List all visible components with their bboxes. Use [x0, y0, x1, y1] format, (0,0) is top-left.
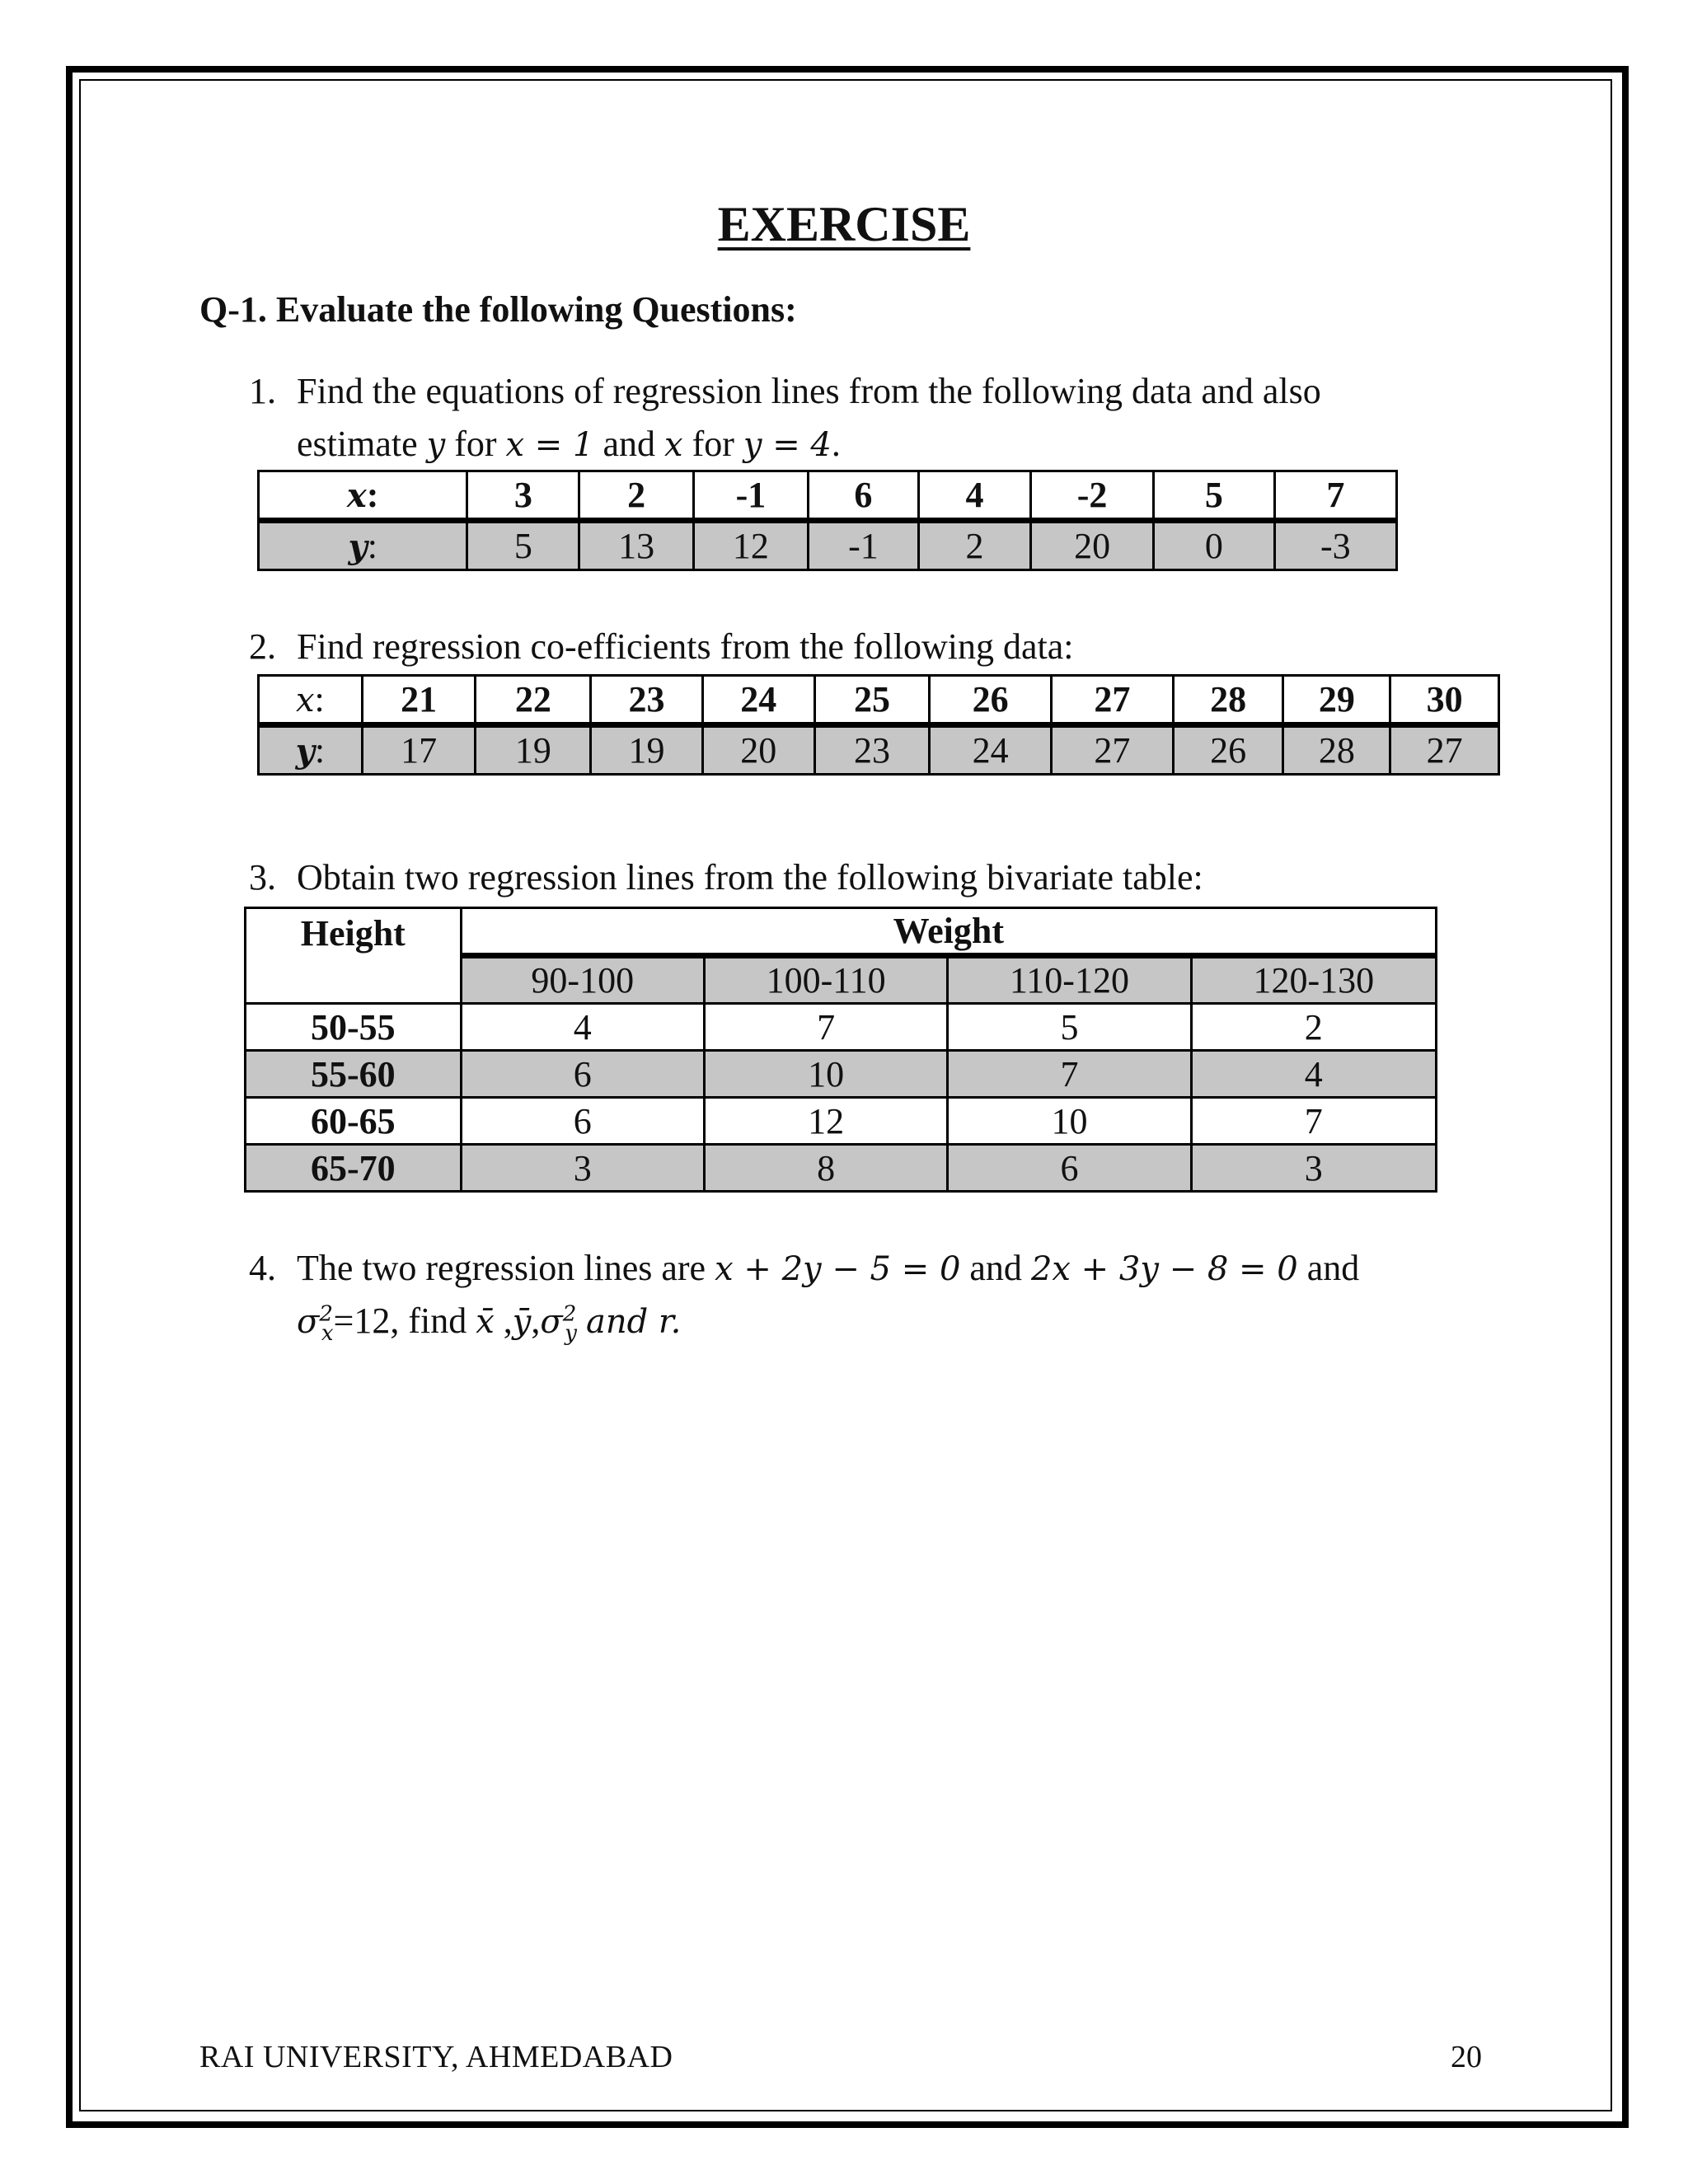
- table-cell: 26: [930, 676, 1052, 725]
- q1-y-row: [259, 521, 1397, 570]
- table-cell: 23: [814, 725, 930, 775]
- x-label: x: [295, 682, 315, 719]
- x-label: x: [346, 476, 367, 515]
- table-cell: 4: [919, 471, 1031, 521]
- table-cell: 27: [1390, 725, 1499, 775]
- q1-number: 1.: [249, 371, 276, 411]
- table-cell: 28: [1173, 676, 1283, 725]
- x-row-label: x:: [259, 471, 467, 521]
- table-cell: 27: [1052, 725, 1174, 775]
- table-cell: 2: [919, 521, 1031, 570]
- q4-math: and r.: [585, 1303, 682, 1341]
- y-label: y: [295, 732, 315, 771]
- table-cell: -1: [808, 521, 918, 570]
- q4-text: and: [960, 1248, 1031, 1288]
- table-cell: -2: [1031, 471, 1154, 521]
- q2-line: [249, 620, 1074, 674]
- q3-header-row: [246, 908, 1437, 956]
- q4-text: and: [1297, 1248, 1360, 1288]
- page-number: 20: [1451, 2040, 1482, 2074]
- q2-number: 2.: [249, 626, 276, 667]
- weight-range-cell: 100-110: [704, 956, 947, 1004]
- table-cell: 28: [1283, 725, 1390, 775]
- sigma-y-squared: $\sigma^2_y$: [540, 1301, 577, 1346]
- q3-text: Obtain two regression lines from the following bivariate table:: [297, 857, 1203, 898]
- page-title: EXERCISE: [717, 197, 971, 251]
- table-cell: 6: [461, 1098, 704, 1145]
- table-cell: 2: [579, 471, 694, 521]
- q3-row: [246, 1004, 1437, 1051]
- table-cell: 30: [1390, 676, 1499, 725]
- table-cell: 12: [704, 1098, 947, 1145]
- table-cell: 3: [461, 1145, 704, 1192]
- weight-header: Weight: [461, 908, 1436, 956]
- q2-y-row: [259, 725, 1499, 775]
- weight-range-cell: 90-100: [461, 956, 704, 1004]
- q3-line: [249, 851, 1203, 905]
- q4-math: x + 2y − 5 = 0: [715, 1250, 961, 1288]
- table-cell: 26: [1173, 725, 1283, 775]
- height-range-cell: 60-65: [246, 1098, 462, 1145]
- table-cell: 29: [1283, 676, 1390, 725]
- q2-text: Find regression co-efficients from the following data:: [297, 626, 1074, 667]
- q4-math: 2x + 3y − 8 = 0: [1030, 1250, 1298, 1288]
- q1-line1: [249, 364, 1321, 419]
- q1-text-line1: Find the equations of regression lines from the following data and also: [297, 371, 1321, 411]
- q1-text: for: [445, 424, 506, 464]
- table-cell: 5: [1154, 471, 1274, 521]
- sigma-x-squared: $\sigma^2_x$: [297, 1301, 334, 1346]
- table-cell: 3: [467, 471, 579, 521]
- height-header: Height: [246, 908, 462, 1004]
- table-cell: -1: [694, 471, 809, 521]
- table-cell: 7: [1191, 1098, 1436, 1145]
- q1-text: for: [682, 424, 743, 464]
- q4-math: ȳ: [512, 1303, 532, 1341]
- table-cell: 7: [1274, 471, 1396, 521]
- table-cell: 20: [1031, 521, 1154, 570]
- q2-x-row: [259, 676, 1499, 725]
- table-cell: 19: [591, 725, 703, 775]
- q1-text: .: [831, 424, 841, 464]
- table-cell: 6: [948, 1145, 1191, 1192]
- q1-math: y: [426, 426, 446, 464]
- height-range-cell: 65-70: [246, 1145, 462, 1192]
- table-cell: 4: [1191, 1051, 1436, 1098]
- q4-line2: [297, 1294, 681, 1349]
- y-row-label: y:: [259, 521, 467, 570]
- table-cell: 19: [476, 725, 591, 775]
- q4-number: 4.: [249, 1248, 276, 1288]
- table-cell: 23: [591, 676, 703, 725]
- table-cell: 7: [948, 1051, 1191, 1098]
- q4-line1: [249, 1241, 1359, 1296]
- q4-text: ,: [531, 1301, 541, 1341]
- table-cell: 2: [1191, 1004, 1436, 1051]
- table-cell: 13: [579, 521, 694, 570]
- table-cell: 0: [1154, 521, 1274, 570]
- y-row-label: y:: [259, 725, 363, 775]
- table-cell: 6: [461, 1051, 704, 1098]
- q1-text: estimate: [297, 424, 427, 464]
- q1-text: and: [593, 424, 665, 464]
- table-cell: 27: [1052, 676, 1174, 725]
- height-range-cell: 55-60: [246, 1051, 462, 1098]
- q3-row: [246, 1098, 1437, 1145]
- table-cell: 12: [694, 521, 809, 570]
- q1-data-table: [257, 470, 1398, 571]
- q1-line2: [297, 417, 841, 472]
- height-range-cell: 50-55: [246, 1004, 462, 1051]
- table-cell: 20: [702, 725, 814, 775]
- table-cell: 10: [948, 1098, 1191, 1145]
- q3-row: [246, 1051, 1437, 1098]
- table-cell: 5: [948, 1004, 1191, 1051]
- table-cell: -3: [1274, 521, 1396, 570]
- table-cell: 24: [702, 676, 814, 725]
- table-cell: 25: [814, 676, 930, 725]
- table-cell: 6: [808, 471, 918, 521]
- footer-institution: RAI UNIVERSITY, AHMEDABAD: [199, 2040, 673, 2074]
- q4-text: ,: [494, 1301, 513, 1341]
- table-cell: 10: [704, 1051, 947, 1098]
- q1-math: x = 1: [505, 426, 594, 464]
- y-label: y: [348, 527, 368, 566]
- q1-math: y = 4: [743, 426, 832, 464]
- q4-text: The two regression lines are: [297, 1248, 715, 1288]
- q3-bivariate-table: [244, 907, 1437, 1193]
- q1-x-row: [259, 471, 1397, 521]
- x-row-label: x:: [259, 676, 363, 725]
- table-cell: 7: [704, 1004, 947, 1051]
- table-cell: 3: [1191, 1145, 1436, 1192]
- q3-row: [246, 1145, 1437, 1192]
- table-cell: 8: [704, 1145, 947, 1192]
- q4-text: =12, find: [333, 1301, 476, 1341]
- weight-range-cell: 120-130: [1191, 956, 1436, 1004]
- table-cell: 4: [461, 1004, 704, 1051]
- table-cell: 24: [930, 725, 1052, 775]
- table-cell: 5: [467, 521, 579, 570]
- q1-math: x: [664, 426, 683, 464]
- q2-data-table: [257, 674, 1500, 776]
- table-cell: 22: [476, 676, 591, 725]
- table-cell: 17: [362, 725, 476, 775]
- question-heading: Q-1. Evaluate the following Questions:: [199, 289, 797, 330]
- weight-range-cell: 110-120: [948, 956, 1191, 1004]
- q3-number: 3.: [249, 857, 276, 898]
- table-cell: 21: [362, 676, 476, 725]
- q4-math: x̄: [476, 1303, 495, 1341]
